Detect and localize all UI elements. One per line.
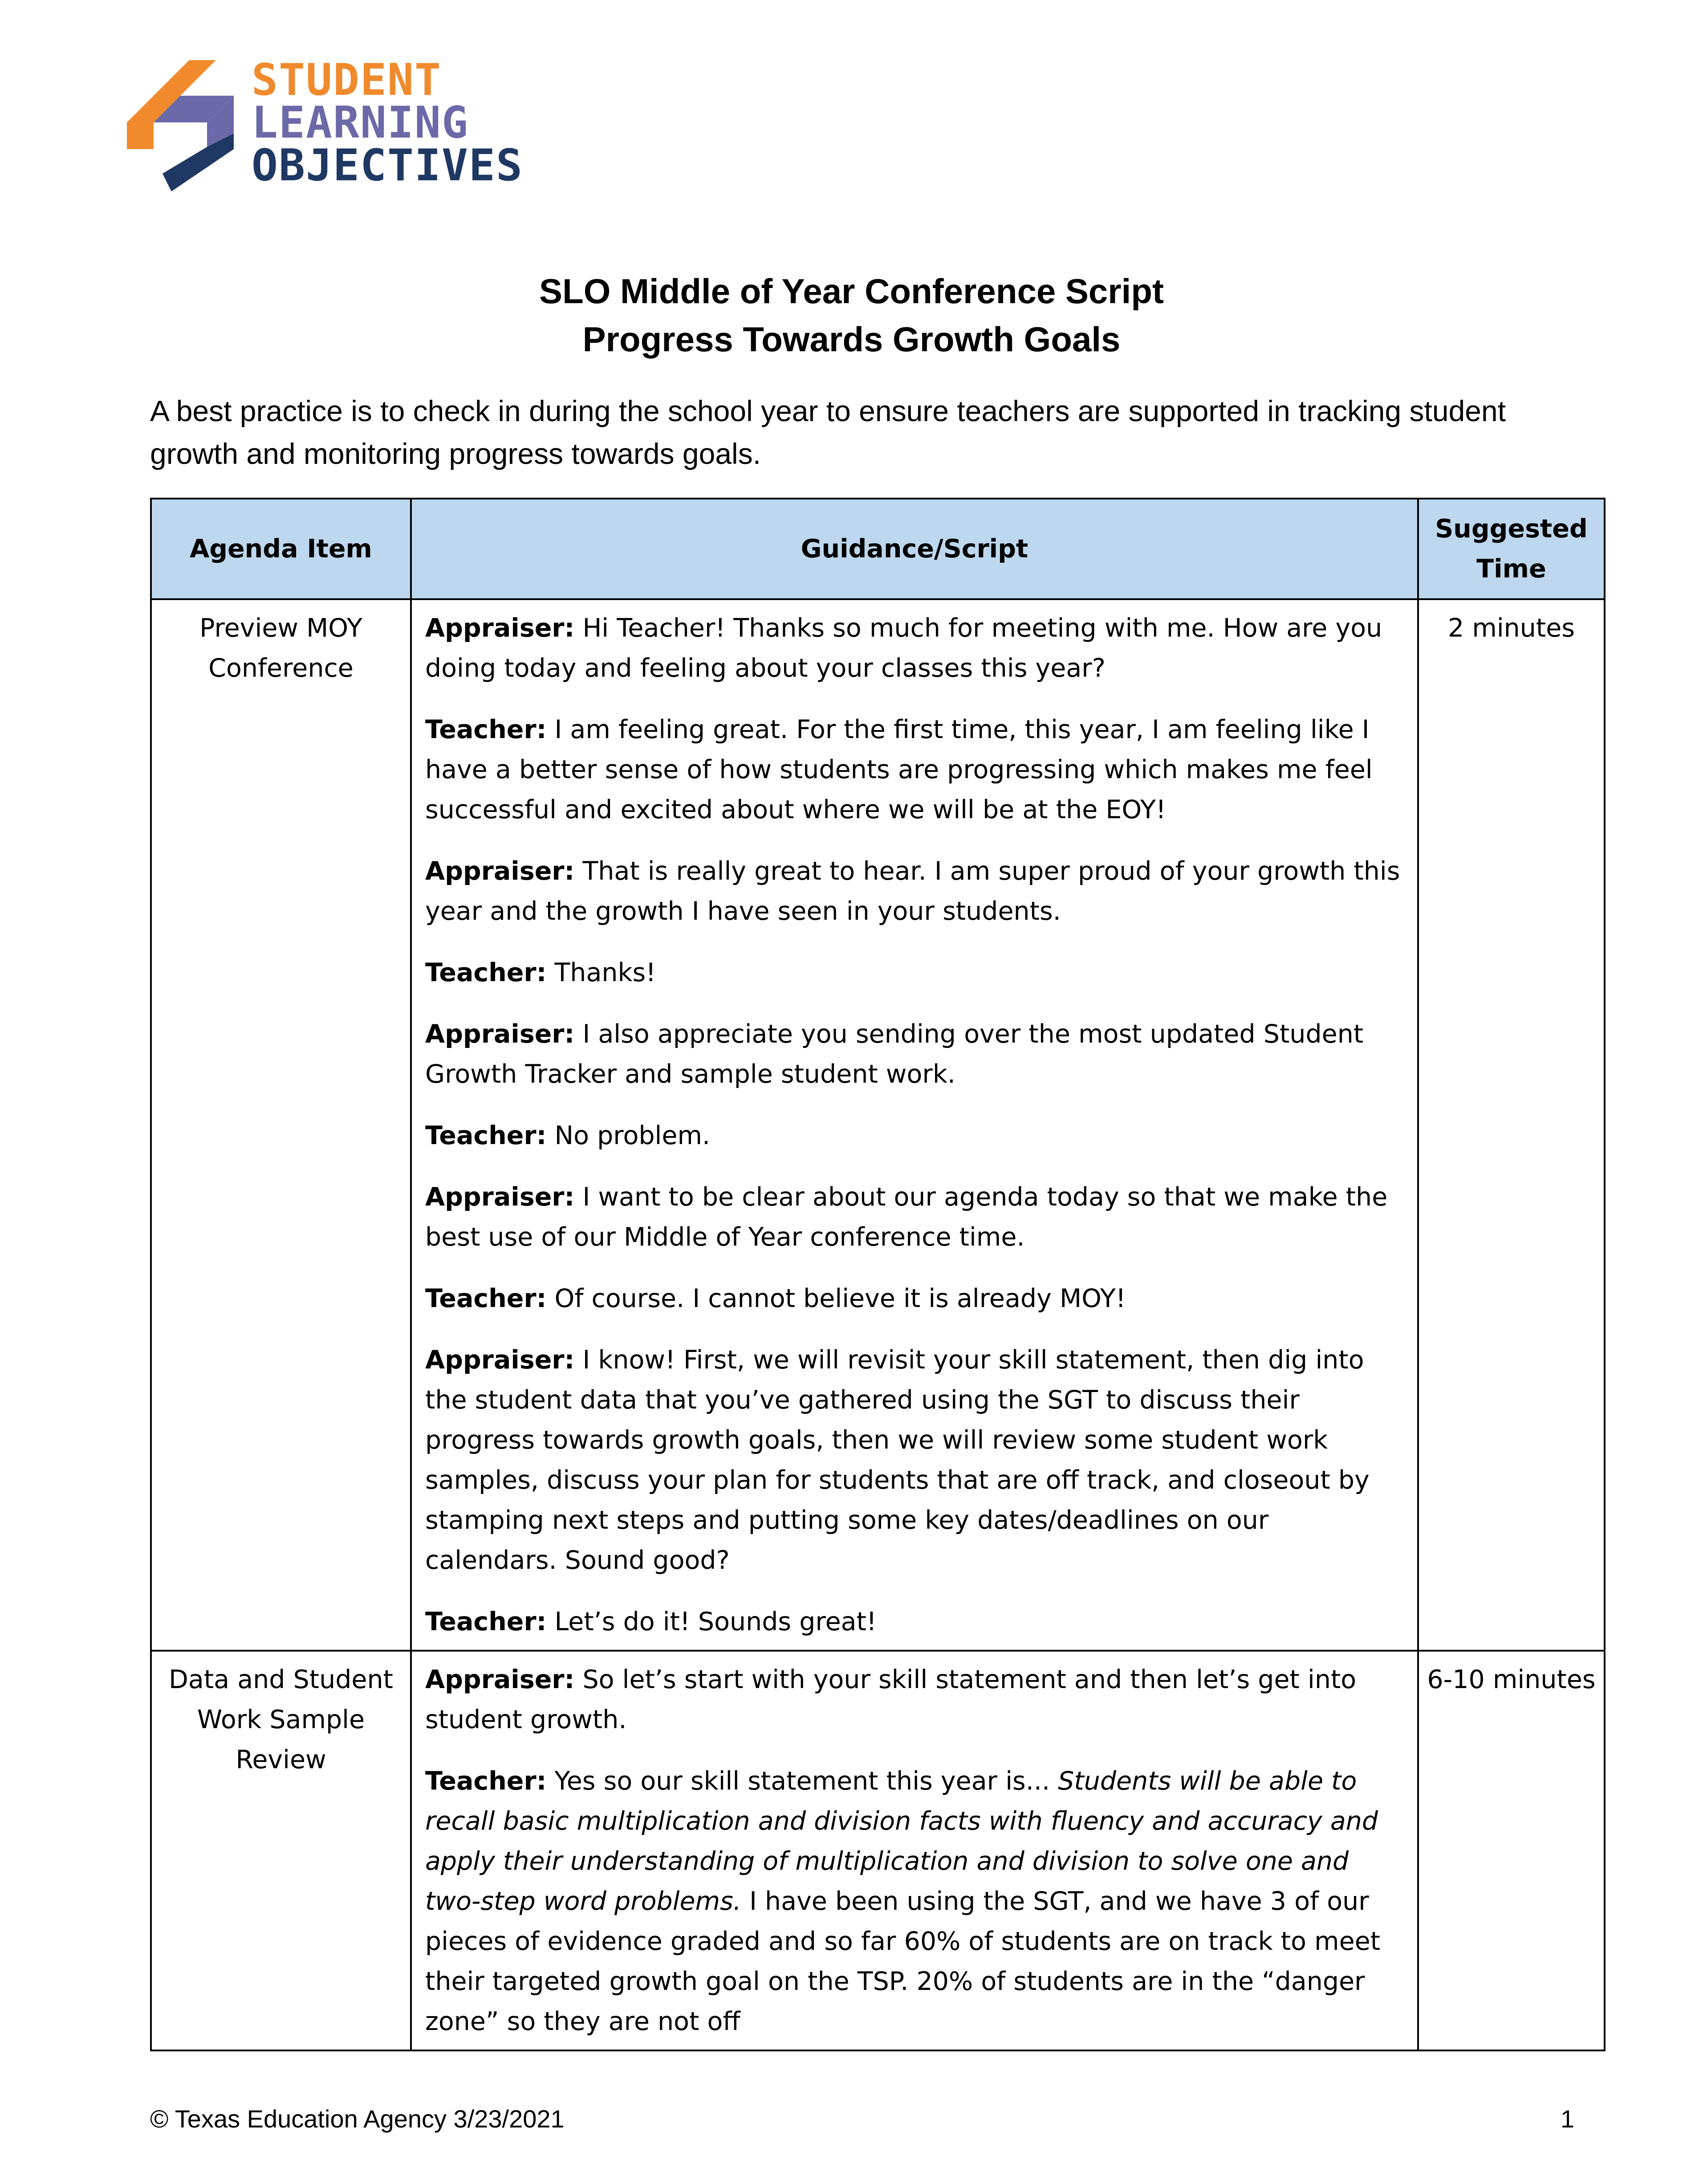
logo-line-learning: LEARNING xyxy=(252,97,469,148)
logo-line-objectives: OBJECTIVES xyxy=(252,140,524,191)
slo-logo-mark-icon xyxy=(122,58,247,191)
script-text: Let’s do it! Sounds great! xyxy=(546,1607,877,1636)
script-text: I have been using the SGT, and we have 3 of our pieces of evidence graded and so far 60% of students are on track to meet their targeted growth goal on the TSP. 20% of students are in the “danger zone” so they are not off xyxy=(425,1887,1381,2036)
script-text: Thanks! xyxy=(546,958,656,987)
script-text: I also appreciate you sending over the most updated Student Growth Tracker and sample student work. xyxy=(425,1019,1364,1089)
speaker-label: Appraiser: xyxy=(425,857,575,886)
script-line xyxy=(425,1116,1404,1156)
script-text: That is really great to hear. I am super proud of your growth this year and the growth I have seen in your students. xyxy=(425,857,1400,926)
script-text: Of course. I cannot believe it is already MOY! xyxy=(546,1284,1126,1313)
speaker-label: Teacher: xyxy=(425,1766,547,1796)
header-suggested-time: Suggested Time xyxy=(1418,499,1605,599)
script-text: I know! First, we will revisit your skill statement, then dig into the student data that you’ve gathered using the SGT to discuss their progress towards growth goals, then we will review some student work samples, discuss your plan for students that are off track, and closeout by stamping next steps and putting some key dates/deadlines on our calendars. Sound good? xyxy=(425,1345,1370,1575)
agenda-cell: Preview MOY Conference xyxy=(151,599,411,1651)
script-text: Yes so our skill statement this year is... xyxy=(546,1766,1058,1796)
agenda-cell: Data and Student Work Sample Review xyxy=(151,1651,411,2050)
script-line xyxy=(425,1602,1404,1642)
footer-copyright: © Texas Education Agency 3/23/2021 xyxy=(150,2105,565,2133)
script-line xyxy=(425,1660,1404,1740)
script-cell xyxy=(411,599,1418,1651)
document-title xyxy=(0,267,1703,363)
speaker-label: Appraiser: xyxy=(425,1182,575,1212)
script-line xyxy=(425,608,1404,688)
speaker-label: Teacher: xyxy=(425,1607,547,1636)
slo-logo-text xyxy=(252,55,524,191)
intro-paragraph: A best practice is to check in during the school year to ensure teachers are supported in tracking student growth and monitoring progress towards goals. xyxy=(150,394,1506,470)
speaker-label: Teacher: xyxy=(425,715,547,744)
page-number: 1 xyxy=(1561,2105,1575,2133)
speaker-label: Appraiser: xyxy=(425,613,575,643)
speaker-label: Appraiser: xyxy=(425,1345,575,1375)
title-line-2: Progress Towards Growth Goals xyxy=(582,320,1121,359)
table-row xyxy=(151,599,1605,1651)
speaker-label: Teacher: xyxy=(425,958,547,987)
script-line xyxy=(425,851,1404,931)
script-line xyxy=(425,710,1404,830)
slo-logo xyxy=(122,55,537,191)
speaker-label: Teacher: xyxy=(425,1284,547,1313)
script-cell xyxy=(411,1651,1418,2050)
script-text: I am feeling great. For the first time, this year, I am feeling like I have a better sense of how students are progressing which makes me feel successful and excited about where we will be at the EOY! xyxy=(425,715,1373,824)
script-line xyxy=(425,1014,1404,1094)
header-guidance-script: Guidance/Script xyxy=(411,499,1418,599)
title-line-1: SLO Middle of Year Conference Script xyxy=(539,272,1164,311)
script-line xyxy=(425,1279,1404,1319)
speaker-label: Teacher: xyxy=(425,1121,547,1150)
time-cell: 6-10 minutes xyxy=(1418,1651,1605,2050)
conference-script-table xyxy=(150,498,1605,2051)
logo-line-student: STUDENT xyxy=(252,55,442,106)
speaker-label: Appraiser: xyxy=(425,1665,575,1694)
script-line xyxy=(425,1340,1404,1580)
skill-statement: Students will be able to recall basic multiplication and division facts with fluency and accuracy and apply their understanding of multiplication and division to solve one and two-step word problems. xyxy=(425,1766,1378,1916)
script-line xyxy=(425,953,1404,993)
header-agenda-item: Agenda Item xyxy=(151,499,411,599)
speaker-label: Appraiser: xyxy=(425,1019,575,1049)
script-text: So let’s start with your skill statement and then let’s get into student growth. xyxy=(425,1665,1357,1734)
script-text: No problem. xyxy=(546,1121,711,1150)
script-line xyxy=(425,1761,1404,2042)
script-text: I want to be clear about our agenda today so that we make the best use of our Middle of Year conference time. xyxy=(425,1182,1388,1252)
table-row xyxy=(151,1651,1605,2050)
script-line xyxy=(425,1177,1404,1257)
table-header-row xyxy=(151,499,1605,599)
time-cell: 2 minutes xyxy=(1418,599,1605,1651)
script-text: Hi Teacher! Thanks so much for meeting with me. How are you doing today and feeling about your classes this year? xyxy=(425,613,1382,683)
